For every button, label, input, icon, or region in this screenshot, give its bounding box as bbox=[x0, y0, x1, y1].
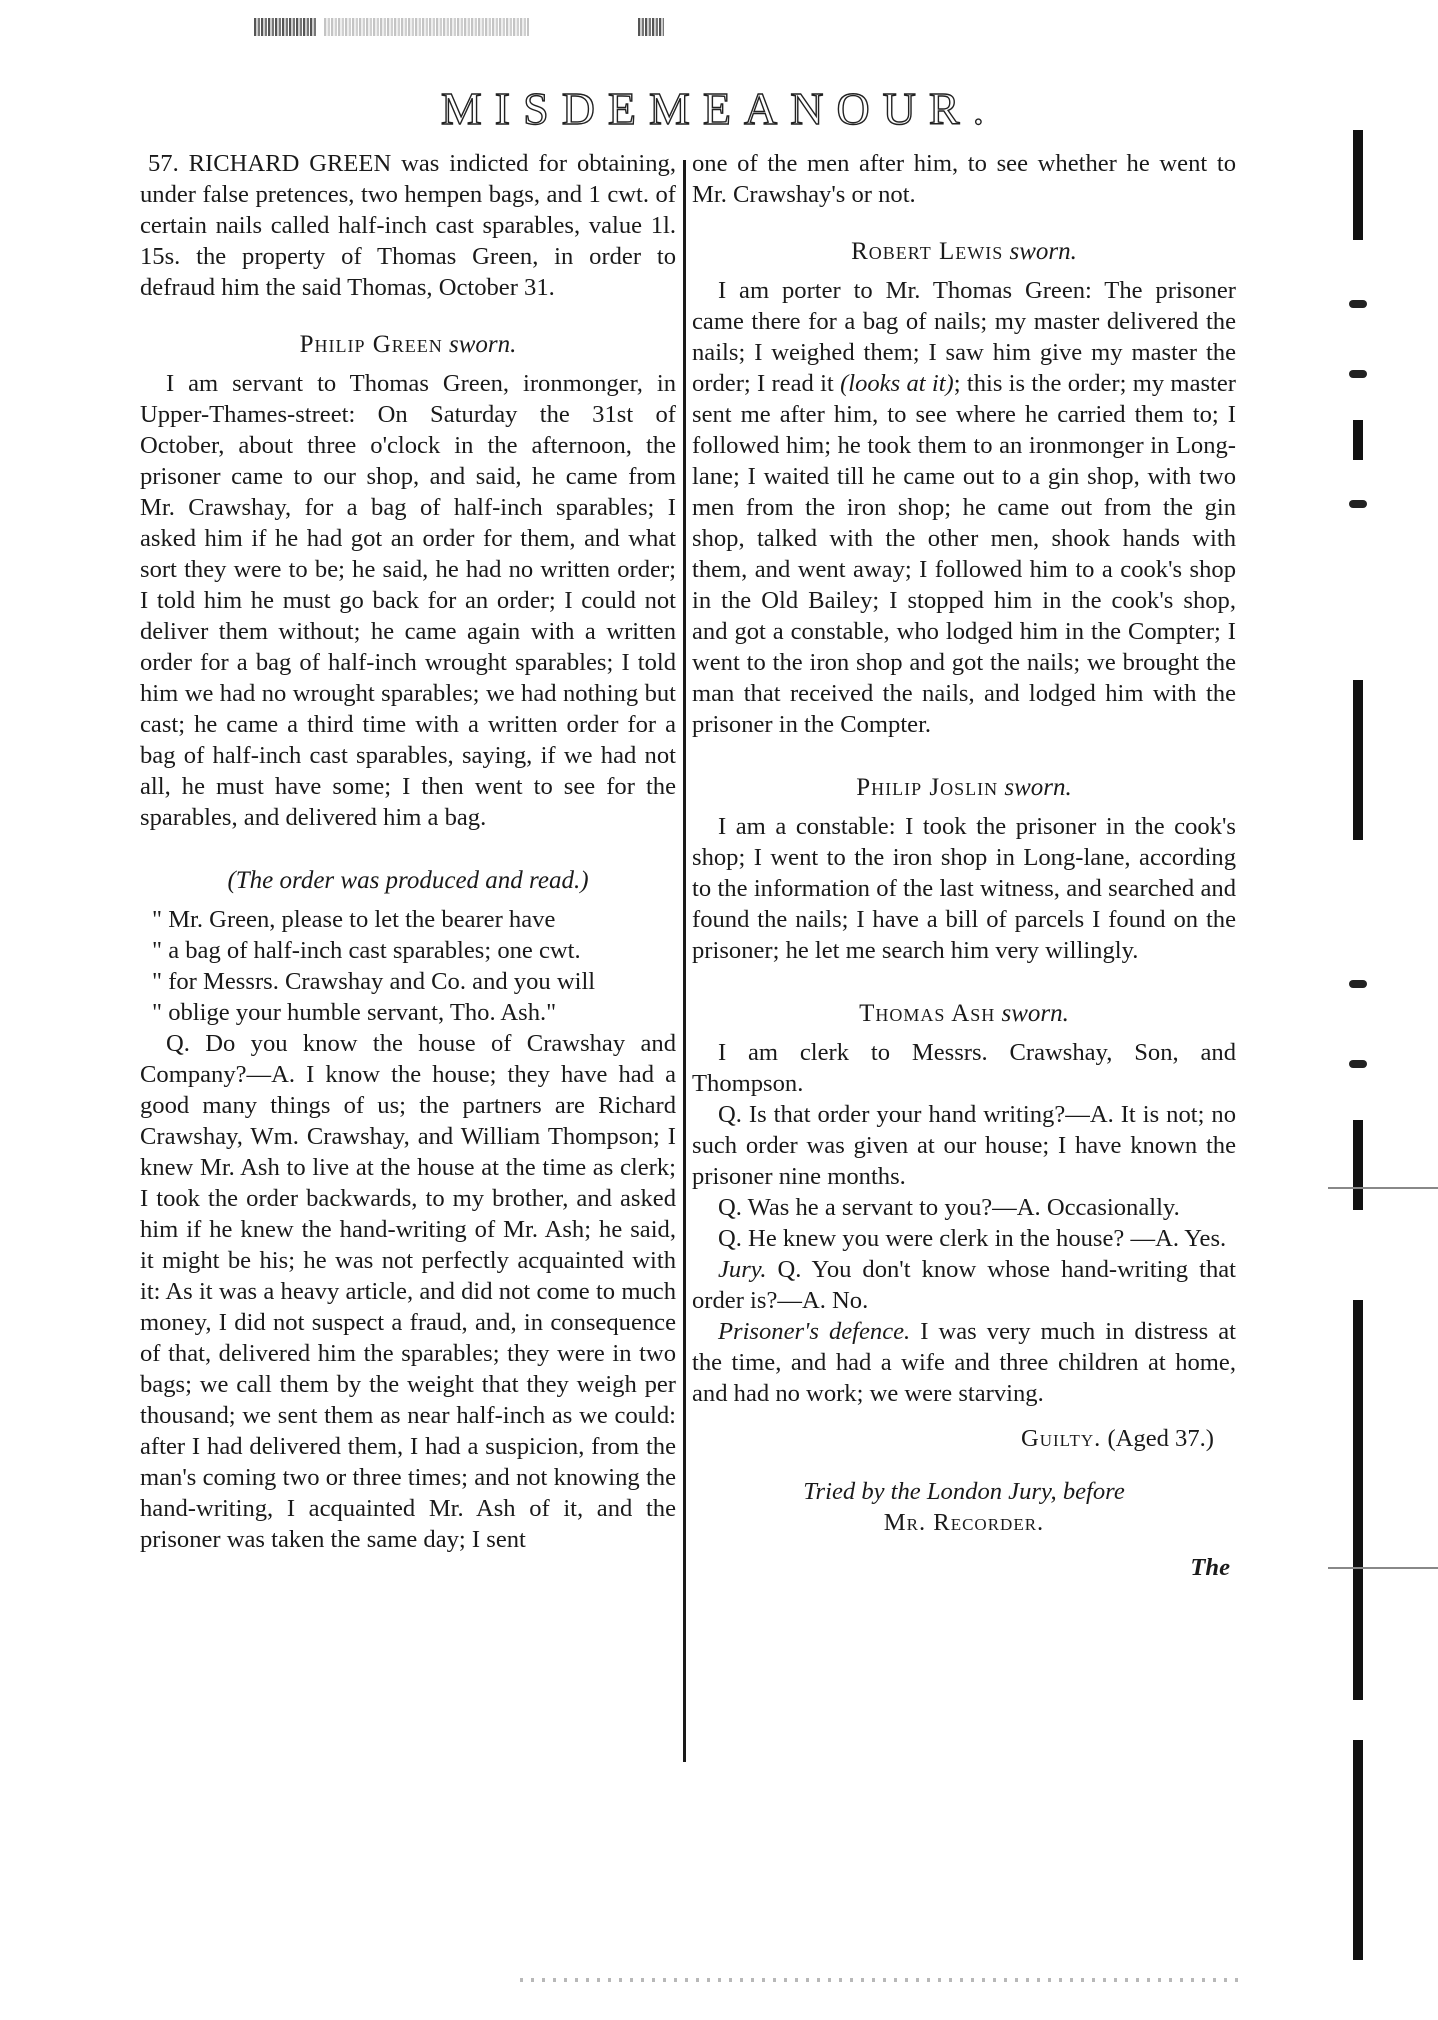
sworn-label: sworn. bbox=[449, 331, 517, 358]
question-answer: Q. Do you know the house of Crawshay and Company?—A. I know the house; they have had a good many things of us; the partners are Richard Crawshay, Wm. Crawshay, and William Thompson; I knew Mr. Ash to live at the house at the time as clerk; I took the order backwards, to my brother, and asked him if he knew the hand-writing of Mr. Ash; he said, it might be his; he was not perfectly acquainted with it: As it was a heavy article, and did not come to much money, I did not suspect a fraud, and, in consequence of that, delivered him the sparables; they were in two bags; we call them by the weight that they weigh per thousand; we sent them as near half-inch as we could: after I had delivered them, I had a suspicion, from the man's coming two or three times; and not knowing the hand-writing, I acquainted Mr. Ash of it, and the prisoner was taken the same day; I sent bbox=[140, 1030, 676, 1553]
testimony-part: ; this is the order; my master sent me after him, to see where he carried them to; I followed him; he took them to an ironmonger in Long-lane; I waited till he came out to a gin shop, with two men from the iron shop; he came out from the gin shop, talked with the other men, shook hands with them, and went away; I followed him to a cook's shop in the Old Bailey; I stopped him in the cook's shop, and got a constable, who lodged him in the Compter; I went to the iron shop and got the nails; we brought the man that received the nails, and lodged him with the prisoner in the Compter. bbox=[692, 370, 1236, 738]
tried-line: Tried by the London Jury, before bbox=[803, 1478, 1125, 1505]
witness-heading bbox=[692, 772, 1236, 803]
jury-question bbox=[692, 1254, 1236, 1316]
witness-heading bbox=[140, 329, 676, 360]
left-column bbox=[140, 148, 676, 1555]
order-line: " oblige your humble servant, Tho. Ash." bbox=[152, 999, 557, 1026]
order-line: " for Messrs. Crawshay and Co. and you will bbox=[152, 968, 596, 995]
order-line: " a bag of half-inch cast sparables; one cwt. bbox=[152, 937, 581, 964]
binding-edge-artifact bbox=[1335, 120, 1381, 1960]
question-answer: Q. You don't know whose hand-writing that order is?—A. No. bbox=[692, 1256, 1236, 1314]
sworn-label: sworn. bbox=[1009, 238, 1077, 265]
jury-label: Jury. bbox=[718, 1256, 767, 1283]
right-column bbox=[692, 148, 1236, 1583]
edge-line-artifact bbox=[1328, 1187, 1438, 1189]
witness-name: Philip Green bbox=[299, 331, 443, 358]
defence-label: Prisoner's defence. bbox=[718, 1318, 911, 1345]
witness-name: Robert Lewis bbox=[851, 238, 1004, 265]
testimony-part: I am porter to Mr. Thomas Green: The prisoner came there for a bag of nails; my master delivered the nails; I weighed them; I saw him give my master the order; I read it bbox=[692, 277, 1236, 397]
prisoner-defence bbox=[692, 1316, 1236, 1409]
witness-heading bbox=[692, 236, 1236, 267]
stage-direction: (looks at it) bbox=[840, 370, 954, 397]
bottom-noise-artifact bbox=[520, 1978, 1240, 1982]
question-answer: Q. Is that order your hand writing?—A. It is not; no such order was given at our house; I have known the prisoner nine months. bbox=[692, 1101, 1236, 1190]
running-head bbox=[0, 82, 1438, 135]
question-answer: Q. Was he a servant to you?—A. Occasionally. bbox=[718, 1194, 1180, 1221]
witness-name: Philip Joslin bbox=[856, 774, 999, 801]
continuation-text: one of the men after him, to see whether he went to Mr. Crawshay's or not. bbox=[692, 150, 1236, 208]
question-answer: Q. He knew you were clerk in the house? —A. Yes. bbox=[718, 1225, 1227, 1252]
running-head-text: MISDEMEANOUR. bbox=[440, 83, 998, 134]
order-text bbox=[140, 904, 676, 1028]
column-rule bbox=[683, 160, 686, 1762]
scan-header-artifact bbox=[254, 14, 664, 40]
verdict bbox=[692, 1423, 1236, 1454]
edge-line-artifact bbox=[1328, 1567, 1438, 1569]
tried-by bbox=[692, 1476, 1236, 1538]
case-intro: 57. RICHARD GREEN was indicted for obtaining, under false pretences, two hempen bags, and 1 cwt. of certain nails called half-inch cast sparables, value 1l. 15s. the property of Thomas Green, in order to defraud him the said Thomas, October 31. bbox=[140, 150, 676, 301]
verdict-age: (Aged 37.) bbox=[1107, 1425, 1214, 1452]
defence-text: I was very much in distress at the time, and had a wife and three children at home, and had no work; we were starving. bbox=[692, 1318, 1237, 1407]
verdict-guilty: Guilty. bbox=[1020, 1425, 1102, 1452]
witness-heading bbox=[692, 998, 1236, 1029]
witness-testimony: I am servant to Thomas Green, ironmonger, in Upper-Thames-street: On Saturday the 31st of October, about three o'clock in the afternoon, the prisoner came to our shop, and said, he came from Mr. Crawshay, for a bag of half-inch sparables; I asked him if he had got an order for them, and what sort they were to be; he said, he had no written order; I told him he must go back for an order; I could not deliver them without; he came again with a written order for a bag of half-inch wrought sparables; I told him we had no wrought sparables; we had nothing but cast; he came a third time with a written order for a bag of half-inch cast sparables, saying, if we had not all, he must have some; I then went to see for the sparables, and delivered him a bag. bbox=[140, 370, 676, 831]
witness-testimony: I am clerk to Messrs. Crawshay, Son, and Thompson. bbox=[692, 1039, 1236, 1097]
witness-testimony: I am a constable: I took the prisoner in the cook's shop; I went to the iron shop in Long-lane, according to the information of the last witness, and searched and found the nails; I have a bill of parcels I found on the prisoner; he let me search him very willingly. bbox=[692, 813, 1236, 964]
witness-testimony bbox=[692, 275, 1236, 740]
sworn-label: sworn. bbox=[1004, 774, 1072, 801]
sworn-label: sworn. bbox=[1001, 1000, 1069, 1027]
witness-name: Thomas Ash bbox=[859, 1000, 996, 1027]
order-line: " Mr. Green, please to let the bearer have bbox=[152, 906, 556, 933]
tried-line: Mr. Recorder. bbox=[883, 1509, 1045, 1536]
order-note: (The order was produced and read.) bbox=[227, 867, 589, 894]
catchword: The bbox=[1190, 1554, 1230, 1581]
